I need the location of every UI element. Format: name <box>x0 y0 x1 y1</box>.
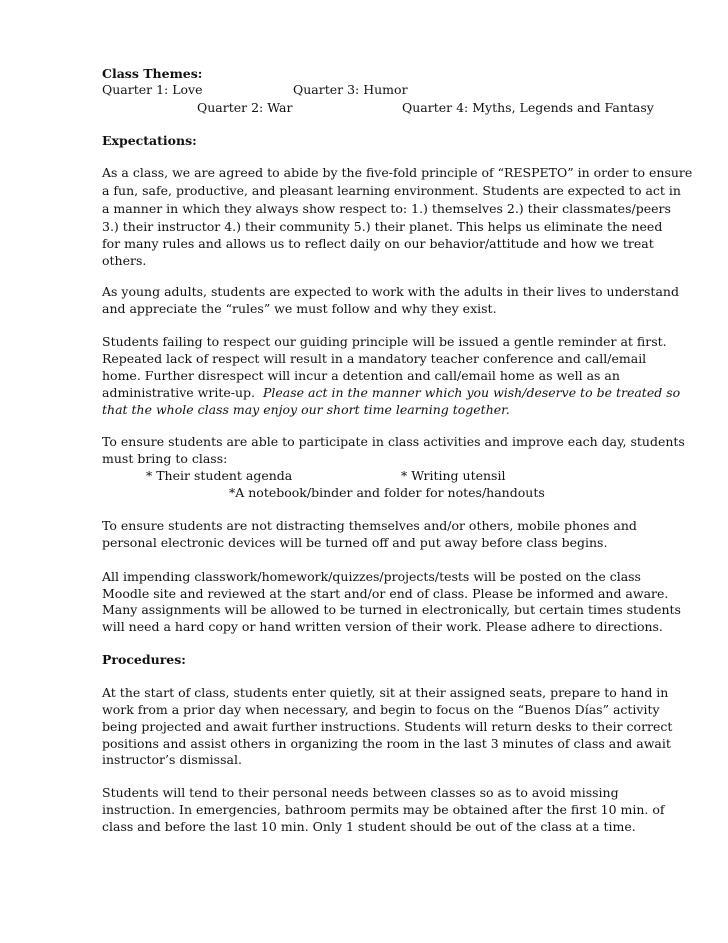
paragraph-line: must bring to class: <box>102 451 228 466</box>
paragraph-line: All impending classwork/homework/quizzes/projects/tests will be posted on the class <box>102 569 641 584</box>
paragraph-line: will need a hard copy or hand written version of their work. Please adhere to directions. <box>102 619 663 634</box>
paragraph-line: personal electronic devices will be turned off and put away before class begins. <box>102 535 608 550</box>
paragraph-line: and appreciate the “rules” we must follow and why they exist. <box>102 301 497 316</box>
paragraph-line: others. <box>102 253 147 268</box>
paragraph-line: instructor’s dismissal. <box>102 752 242 767</box>
paragraph-line: Moodle site and reviewed at the start and/or end of class. Please be informed and aware. <box>102 586 669 601</box>
paragraph-line: instruction. In emergencies, bathroom permits may be obtained after the first 10 min. of <box>102 802 665 817</box>
paragraph-line: Repeated lack of respect will result in a mandatory teacher conference and call/email <box>102 351 647 366</box>
quarter-3: Quarter 3: Humor <box>293 82 408 97</box>
paragraph-line: Many assignments will be allowed to be turned in electronically, but certain times students <box>102 602 681 617</box>
paragraph-line: Students will tend to their personal needs between classes so as to avoid missing <box>102 785 619 800</box>
paragraph-line: home. Further disrespect will incur a detention and call/email home as well as an <box>102 368 620 383</box>
paragraph-line: work from a prior day when necessary, and begin to focus on the “Buenos Días” activity <box>102 702 660 717</box>
supply-agenda: * Their student agenda <box>146 468 293 483</box>
paragraph-line-mixed <box>102 385 680 401</box>
paragraph-line: for many rules and allows us to reflect daily on our behavior/attitude and how we treat <box>102 236 654 251</box>
paragraph-line: being projected and await further instructions. Students will return desks to their correct <box>102 719 673 734</box>
supply-notebook: *A notebook/binder and folder for notes/handouts <box>229 485 545 500</box>
class-themes-heading: Class Themes: <box>102 66 203 81</box>
paragraph-line: To ensure students are not distracting themselves and/or others, mobile phones and <box>102 518 637 533</box>
paragraph-line: As young adults, students are expected to work with the adults in their lives to understand <box>102 284 679 299</box>
paragraph-line: a manner in which they always show respect to: 1.) themselves 2.) their classmates/peers <box>102 201 671 216</box>
supply-utensil: * Writing utensil <box>401 468 506 483</box>
paragraph-line: a fun, safe, productive, and pleasant learning environment. Students are expected to act in <box>102 183 681 198</box>
paragraph-line: Students failing to respect our guiding principle will be issued a gentle reminder at first. <box>102 334 667 349</box>
procedures-heading: Procedures: <box>102 652 186 667</box>
text-italic: Please act in the manner which you wish/deserve to be treated so <box>262 385 681 400</box>
quarter-4: Quarter 4: Myths, Legends and Fantasy <box>402 100 654 115</box>
paragraph-line: class and before the last 10 min. Only 1 student should be out of the class at a time. <box>102 819 636 834</box>
paragraph-line: 3.) their instructor 4.) their community 5.) their planet. This helps us eliminate the need <box>102 219 663 234</box>
text-normal: administrative write-up. <box>102 385 256 400</box>
paragraph-line-italic: that the whole class may enjoy our short time learning together. <box>102 402 510 417</box>
quarter-2: Quarter 2: War <box>197 100 293 115</box>
paragraph-line: As a class, we are agreed to abide by the five-fold principle of “RESPETO” in order to ensure <box>102 165 693 180</box>
paragraph-line: To ensure students are able to participate in class activities and improve each day, students <box>102 434 685 449</box>
paragraph-line: positions and assist others in organizing the room in the last 3 minutes of class and await <box>102 736 671 751</box>
paragraph-line: At the start of class, students enter quietly, sit at their assigned seats, prepare to hand in <box>102 685 669 700</box>
expectations-heading: Expectations: <box>102 133 197 148</box>
quarter-1: Quarter 1: Love <box>102 82 203 97</box>
